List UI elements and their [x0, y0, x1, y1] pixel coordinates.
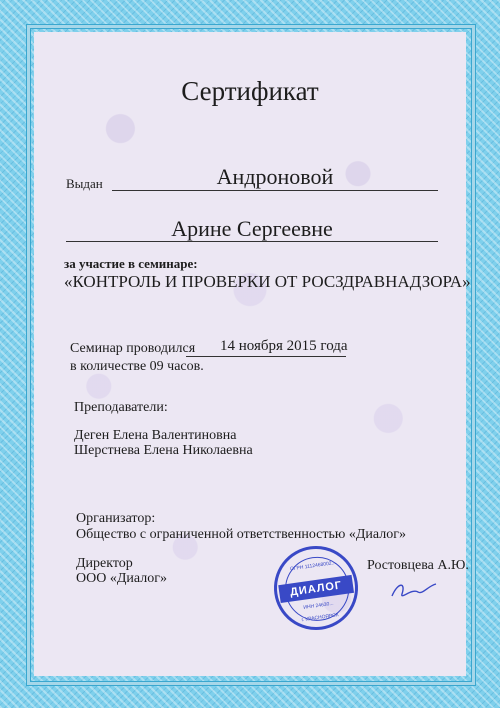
stamp-inn: ИНН 24630... — [303, 600, 334, 611]
stamp-city: г. КРАСНОЯРСК — [301, 612, 340, 624]
organizer-name: Общество с ограниченной ответственностью «Диалог» — [76, 527, 406, 542]
seminar-title: «КОНТРОЛЬ И ПРОВЕРКИ ОТ РОСЗДРАВНАДЗОРА» — [64, 272, 471, 291]
participation-label: за участие в семинаре: — [64, 256, 198, 271]
certificate-title: Сертификат — [181, 76, 319, 106]
surname-underline — [112, 190, 438, 191]
stamp-center-text: ДИАЛОГ — [278, 575, 354, 603]
director-name: Ростовцева А.Ю. — [367, 558, 469, 573]
stamp-ogrn: ОГРН 1112468002... — [289, 560, 337, 573]
signature — [388, 578, 440, 604]
recipient-surname: Андроновой — [216, 164, 334, 189]
issued-label: Выдан — [66, 176, 103, 191]
director-company: ООО «Диалог» — [76, 571, 167, 586]
teacher-name: Шерстнева Елена Николаевна — [74, 443, 253, 458]
director-label: Директор — [76, 556, 133, 571]
seminar-date: 14 ноября 2015 года — [220, 338, 348, 354]
teachers-label: Преподаватели: — [74, 400, 168, 415]
held-label: Семинар проводился — [70, 341, 196, 356]
seminar-hours: в количестве 09 часов. — [70, 359, 204, 374]
organizer-label: Организатор: — [76, 511, 156, 526]
teacher-name: Деген Елена Валентиновна — [74, 428, 237, 443]
date-underline — [186, 356, 346, 357]
recipient-first-names: Арине Сергеевне — [171, 216, 333, 241]
